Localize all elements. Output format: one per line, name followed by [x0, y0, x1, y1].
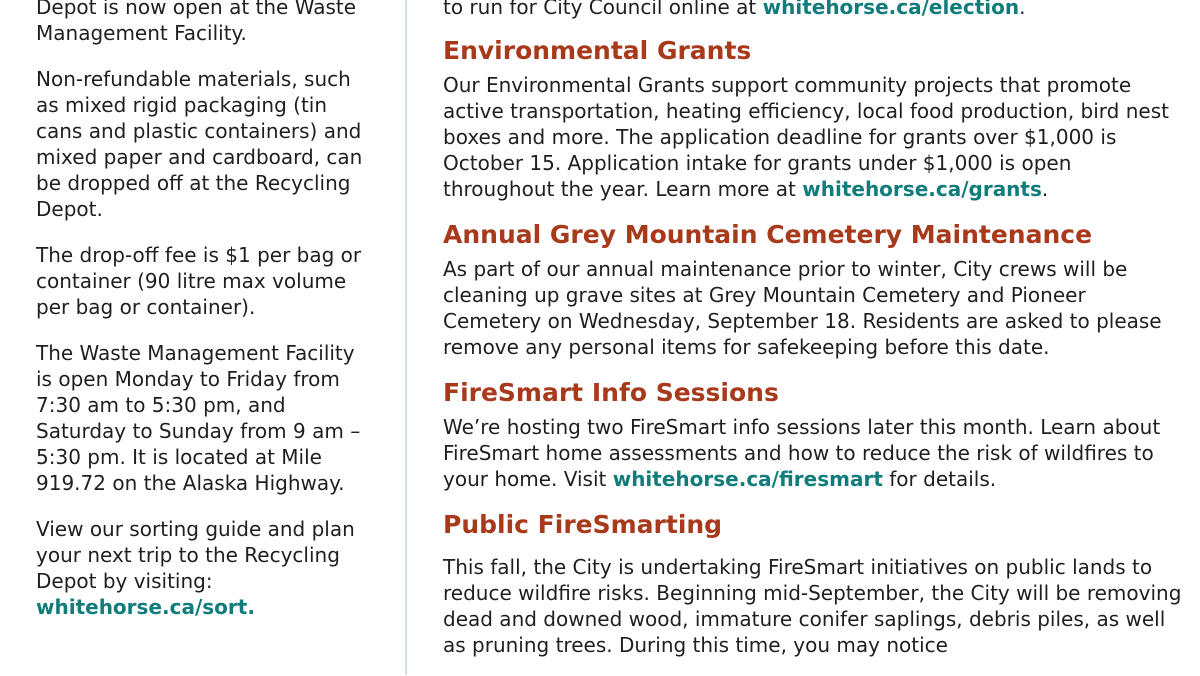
- section-body: [443, 72, 1183, 202]
- left-paragraph-2: Non-refundable materials, such as mixed rigid packaging (tin cans and plastic containers) and mixed paper and cardboard, can be dropped off at the Recycling Depot.: [36, 67, 363, 221]
- section-body-end: .: [1041, 177, 1049, 201]
- section-body-text: Our Environmental Grants support community projects that promote active transportation, heating efficiency, local food production, bird nest boxes and more. The application deadline for grants over $1,000 is October 15. Application intake for grants under $1,000 is open throughout the year. Learn more at: [443, 73, 1169, 201]
- left-paragraph-1: Depot is now open at the Waste Management Facility.: [36, 0, 357, 45]
- section-body: This fall, the City is undertaking FireSmart initiatives on public lands to reduce wildfire risks. Beginning mid-September, the City will be removing dead and downed wood, immature conifer saplings, debris piles, as well as pruning trees. During this time, you may notice: [443, 555, 1182, 657]
- section-title: Environmental Grants: [443, 36, 752, 65]
- firesmart-link[interactable]: whitehorse.ca/firesmart: [612, 467, 883, 491]
- column-divider: [405, 0, 407, 675]
- section-body-end: for details.: [882, 467, 997, 491]
- right-column: [443, 0, 1183, 676]
- left-paragraph-3: The drop-off fee is $1 per bag or container (90 litre max volume per bag or container).: [36, 243, 362, 319]
- election-text: [443, 0, 1183, 20]
- section-cemetery-maintenance: [443, 220, 1183, 360]
- section-title: Public FireSmarting: [443, 510, 723, 539]
- sort-link[interactable]: whitehorse.ca/sort.: [36, 595, 255, 619]
- section-title: Annual Grey Mountain Cemetery Maintenance: [443, 220, 1093, 249]
- section-public-firesmarting: [443, 510, 1183, 658]
- left-paragraph-4: The Waste Management Facility is open Monday to Friday from 7:30 am to 5:30 pm, and Saturday to Sunday from 9 am – 5:30 pm. It is located at Mile 919.72 on the Alaska Highway.: [36, 341, 361, 495]
- section-title: FireSmart Info Sessions: [443, 378, 779, 407]
- section-body: [443, 414, 1183, 492]
- section-body: As part of our annual maintenance prior to winter, City crews will be cleaning up grave sites at Grey Mountain Cemetery and Pioneer Cemetery on Wednesday, September 18. Residents are asked to please remove any personal items for safekeeping before this date.: [443, 257, 1162, 359]
- election-text-end: .: [1019, 0, 1026, 19]
- section-body-text: We’re hosting two FireSmart info sessions later this month. Learn about FireSmart home assessments and how to reduce the risk of wildfires to your home. Visit: [443, 415, 1161, 491]
- election-link[interactable]: whitehorse.ca/election: [762, 0, 1020, 19]
- section-environmental-grants: [443, 36, 1183, 202]
- election-text-body: to run for City Council online at: [443, 0, 763, 19]
- left-column: [36, 0, 376, 640]
- section-firesmart-info: [443, 378, 1183, 492]
- left-paragraph-5-text: View our sorting guide and plan your next trip to the Recycling Depot by visiting:: [36, 517, 355, 593]
- grants-link[interactable]: whitehorse.ca/grants: [802, 177, 1042, 201]
- left-paragraph-5: [36, 516, 376, 620]
